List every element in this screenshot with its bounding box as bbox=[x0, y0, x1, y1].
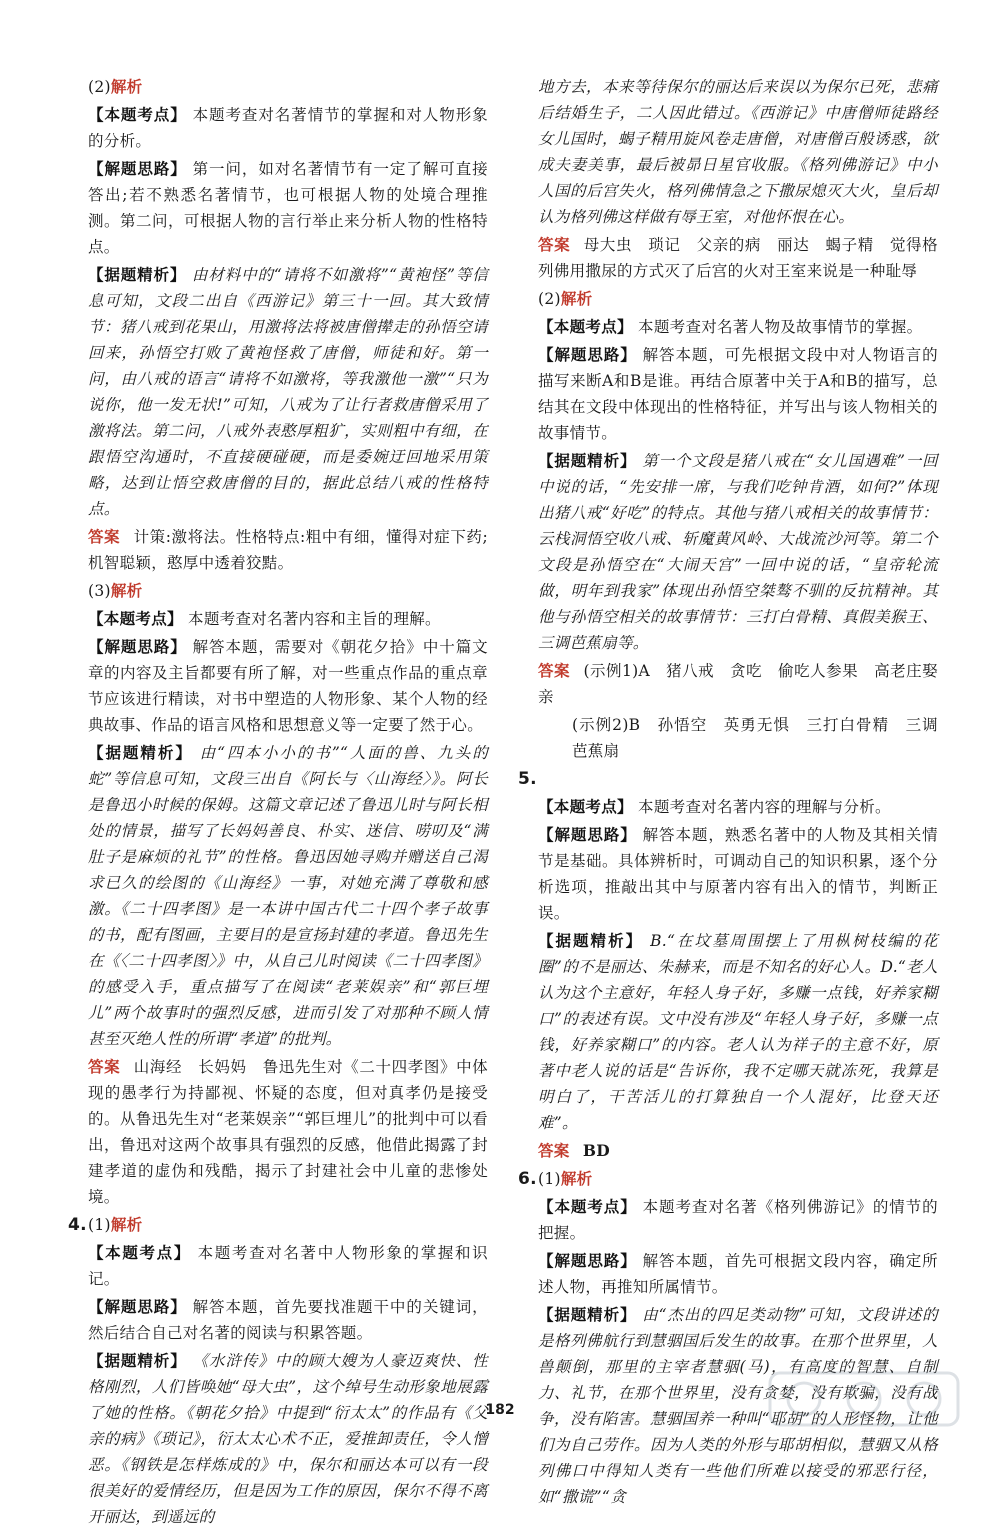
left-column bbox=[68, 74, 489, 1532]
answer-paragraph: 答案 母大虫 琐记 父亲的病 丽达 蝎子精 觉得格列佛用撒尿的方式灭了后宫的火对王室来说是一种耻辱 bbox=[538, 236, 938, 280]
kaodian-paragraph: 【本题考点】 本题考查对名著内容和主旨的理解。 bbox=[88, 610, 441, 628]
answer-example-2: (示例2)B 孙悟空 英勇无惧 三打白骨精 三调芭蕉扇 bbox=[572, 716, 938, 760]
continued-paragraph: 地方去，本来等待保尔的丽达后来误以为保尔已死，悲痛后结婚生子，二人因此错过。《西游记》中唐僧师徒路经女儿国时，蝎子精用旋风卷走唐僧，对唐僧百般诱惑，欲成夫妻美事，最后被昴日星官收服。《格列佛游记》中小人国的后宫失火，格列佛情急之下撒尿熄灭大火，皇后却认为格列佛这样做有辱王室，对他怀恨在心。 bbox=[538, 78, 938, 226]
jingxi-paragraph: 【据题精析】 B.“在坟墓周围摆上了用枞树枝编的花圈”的不是丽达、朱赫来，而是不知名的好心人。D.“老人认为这个主意好，年轻人身子好，多赚一点钱，好养家糊口”的表述有误。文中没有涉及“年轻人身子好，多赚一点钱，好养家糊口”的内容。老人认为祥子的主意不好，原著中老人说的话是“告诉你，我不定哪天就冻死，我算是明白了，干苦活儿的打算独自一个人混好，比登天还难”。 bbox=[538, 932, 938, 1132]
kaodian-paragraph: 【本题考点】 本题考查对名著内容的理解与分析。 bbox=[538, 798, 891, 816]
kaodian-paragraph: 【本题考点】 本题考查对名著中人物形象的掌握和识记。 bbox=[88, 1244, 488, 1288]
section-3-header: (3)解析 bbox=[88, 582, 143, 600]
silu-paragraph: 【解题思路】 解答本题，需要对《朝花夕拾》中十篇文章的内容及主旨都要有所了解，对一些重点作品的重点章节应该进行精读，对书中塑造的人物形象、某个人物的经典故事、作品的语言风格和思想意义等一定要了然于心。 bbox=[88, 638, 488, 734]
jingxi-paragraph: 【据题精析】 由“杰出的四足类动物”可知，文段讲述的是格列佛航行到慧骃国后发生的故事。在那个世界里，人兽颠倒，那里的主宰者慧骃(马)，有高度的智慧、自制力、礼节，在那个世界里，没有贪婪，没有欺骗，没有战争，没有陷害。慧骃国养一种叫“耶胡”的人形怪物，让他们为自己劳作。因为人类的外形与耶胡相似，慧骃又从格列佛口中得知人类有一些他们所难以接受的邪恶行径，如“撒谎”“贪 bbox=[538, 1306, 938, 1506]
kaodian-paragraph: 【本题考点】 本题考查对名著《格列佛游记》的情节的把握。 bbox=[538, 1198, 938, 1242]
section-4-2-header: (2)解析 bbox=[538, 290, 593, 308]
silu-paragraph: 【解题思路】 解答本题，首先可根据文段内容，确定所述人物，再推知所属情节。 bbox=[538, 1252, 938, 1296]
section-4-2-header: (2)解析 bbox=[88, 78, 143, 96]
jingxi-paragraph: 【据题精析】 由“四本小小的书”“人面的兽、九头的蛇”等信息可知，文段三出自《阿长与〈山海经〉》。阿长是鲁迅小时候的保姆。这篇文章记述了鲁迅儿时与阿长相处的情景，描写了长妈妈善良、朴实、迷信、唠叨及“满肚子是麻烦的礼节”的性格。鲁迅因她寻购并赠送自己渴求已久的绘图的《山海经》一事，对她充满了尊敬和感激。《二十四孝图》是一本讲中国古代二十四个孝子故事的书，配有图画，主要目的是宣扬封建的孝道。鲁迅先生在《〈二十四孝图〉》中，从自己儿时阅读《二十四孝图》的感受入手，重点描写了在阅读“老莱娱亲”和“郭巨埋儿”两个故事时的强烈反感，进而引发了对那种不顾人情甚至灭绝人性的所谓“孝道”的批判。 bbox=[88, 744, 488, 1048]
jingxi-paragraph: 【据题精析】 第一个文段是猪八戒在“女儿国遇难”一回中说的话，“先安排一席，与我们吃钟肯酒，如何?”体现出猪八戒“好吃”的特点。其他与猪八戒相关的故事情节：云栈洞悟空收八戒、斩魔黄风岭、大战流沙河等。第二个文段是孙悟空在“大闹天宫”一回中说的话，“皇帝轮流做，明年到我家”体现出孙悟空桀骜不驯的反抗精神。其他与孙悟空相关的故事情节：三打白骨精、真假美猴王、三调芭蕉扇等。 bbox=[538, 452, 938, 652]
question-4-header: 4.(1)解析 bbox=[68, 1215, 143, 1235]
analysis-label: 解析 bbox=[110, 78, 143, 96]
right-column bbox=[518, 74, 938, 1512]
question-6-header: 6.(1)解析 bbox=[518, 1169, 593, 1189]
silu-paragraph: 【解题思路】 解答本题，熟悉名著中的人物及其相关情节是基础。具体辨析时，可调动自己的知识积累，逐个分析选项，推敲出其中与原著内容有出入的情节，判断正误。 bbox=[538, 826, 938, 922]
watermark-logo bbox=[764, 1367, 964, 1431]
silu-paragraph: 【解题思路】 解答本题，首先要找准题干中的关键词，然后结合自己对名著的阅读与积累答题。 bbox=[88, 1298, 488, 1342]
kaodian-paragraph: 【本题考点】 本题考查对名著情节的掌握和对人物形象的分析。 bbox=[88, 106, 488, 150]
page-number: 182 bbox=[485, 1402, 515, 1418]
answer-paragraph: 答案 BD bbox=[538, 1141, 610, 1160]
question-5-header: 5. bbox=[518, 769, 537, 789]
answer-paragraph: 答案 (示例1)A 猪八戒 贪吃 偷吃人参果 高老庄娶亲 bbox=[538, 662, 938, 706]
answer-paragraph: 答案 计策:激将法。性格特点:粗中有细，懂得对症下药;机智聪颖，憨厚中透着狡黠。 bbox=[88, 528, 488, 572]
jingxi-paragraph: 【据题精析】 《水浒传》中的顾大嫂为人豪迈爽快、性格刚烈，人们皆唤她“母大虫”，这个绰号生动形象地展露了她的性格。《朝花夕拾》中提到“衍太太”的作品有《父亲的病》《琐记》，衍太太心术不正，爱推卸责任，令人憎恶。《钢铁是怎样炼成的》中，保尔和丽达本可以有一段很美好的爱情经历，但是因为工作的原因，保尔不得不离开丽达，到遥远的 bbox=[88, 1352, 488, 1526]
kaodian-paragraph: 【本题考点】 本题考查对名著人物及故事情节的掌握。 bbox=[538, 318, 923, 336]
silu-paragraph: 【解题思路】 第一问，如对名著情节有一定了解可直接答出;若不熟悉名著情节，也可根据人物的处境合理推测。第二问，可根据人物的言行举止来分析人物的性格特点。 bbox=[88, 160, 488, 256]
silu-paragraph: 【解题思路】 解答本题，可先根据文段中对人物语言的描写来断A和B是谁。再结合原著中关于A和B的描写，总结其在文段中体现出的性格特征，并写出与该人物相关的故事情节。 bbox=[538, 346, 938, 442]
answer-paragraph: 答案 山海经 长妈妈 鲁迅先生对《二十四孝图》中体现的愚孝行为持鄙视、怀疑的态度，但对真孝仍是接受的。从鲁迅先生对“老莱娱亲”“郭巨埋儿”的批判中可以看出，鲁迅对这两个故事具有强烈的反感，他借此揭露了封建孝道的虚伪和残酷，揭示了封建社会中儿童的悲惨处境。 bbox=[88, 1058, 488, 1206]
jingxi-paragraph: 【据题精析】 由材料中的“请将不如激将”“黄袍怪”等信息可知，文段二出自《西游记》第三十一回。其大致情节：猪八戒到花果山，用激将法将被唐僧撵走的孙悟空请回来，孙悟空打败了黄袍怪救了唐僧，师徒和好。第一问，由八戒的语言“请将不如激将，等我激他一激”“只为说你，他一发无状!”可知，八戒为了让行者救唐僧采用了激将法。第二问，八戒外表憨厚粗犷，实则粗中有细，在跟悟空沟通时，不直接硬碰硬，而是委婉迂回地采用策略，达到让悟空救唐僧的目的，据此总结八戒的性格特点。 bbox=[88, 266, 489, 518]
